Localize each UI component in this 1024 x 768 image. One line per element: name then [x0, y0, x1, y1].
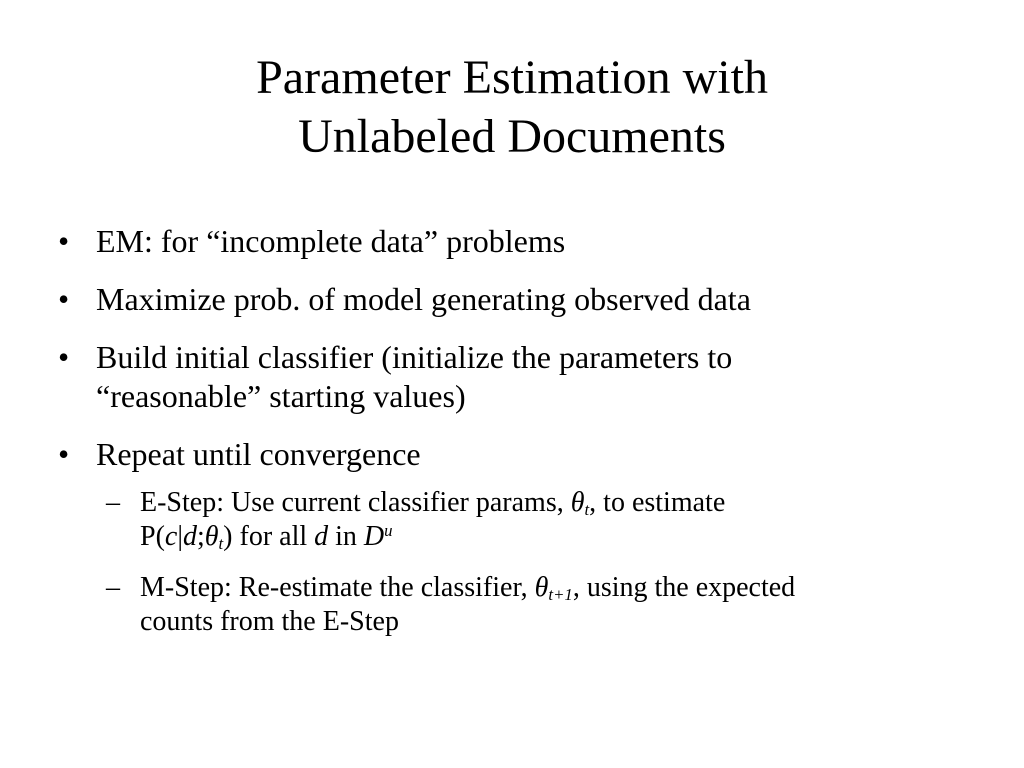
bullet-marker: •: [58, 281, 70, 317]
slide-title: [0, 48, 1024, 166]
bullet-marker: •: [58, 223, 70, 259]
var-d: d: [182, 521, 197, 552]
bullet-text: Maximize prob. of model generating observed data: [96, 281, 751, 317]
theta-symbol: θ: [204, 521, 219, 552]
estep-close: ) for all: [223, 521, 315, 552]
bullet-item-em: [58, 222, 988, 261]
theta-symbol: θ: [534, 572, 549, 603]
D-superscript: u: [384, 520, 393, 540]
theta-symbol: θ: [570, 487, 585, 518]
theta-subscript: t+1: [548, 585, 573, 605]
bullet-item-maximize: [58, 280, 988, 319]
dash-marker: –: [106, 572, 120, 603]
bullet-text-line-1: Build initial classifier (initialize the parameters to: [96, 339, 733, 375]
theta-subscript: t: [584, 500, 590, 520]
bar-symbol: |: [177, 521, 183, 552]
slide-title-line-1: Parameter Estimation with: [256, 51, 768, 104]
sub-bullet-mstep: [96, 571, 988, 639]
slide-title-line-2: Unlabeled Documents: [298, 110, 726, 163]
mstep-prefix: M-Step: Re-estimate the classifier,: [140, 572, 535, 603]
theta-subscript: t: [218, 534, 224, 554]
var-c: c: [164, 521, 178, 552]
bullet-marker: •: [58, 436, 70, 472]
bullet-text: Repeat until convergence: [96, 436, 421, 472]
in-word: in: [328, 521, 364, 552]
bullet-text: EM: for “incomplete data” problems: [96, 223, 566, 259]
bullet-marker: •: [58, 339, 70, 375]
semicolon: ;: [196, 521, 205, 552]
sub-bullet-list: [96, 486, 988, 639]
var-d: d: [314, 521, 329, 552]
bullet-text-line-2: “reasonable” starting values): [96, 378, 466, 414]
bullet-item-build: [58, 338, 988, 416]
bullet-item-repeat: [58, 435, 988, 639]
mstep-suffix: , using the expected: [572, 572, 796, 603]
estep-prefix: E-Step: Use current classifier params,: [140, 487, 571, 518]
estep-suffix: , to estimate: [589, 487, 726, 518]
bullet-list: [58, 222, 988, 658]
dash-marker: –: [106, 487, 120, 518]
estep-p-open: P(: [140, 521, 165, 552]
sub-bullet-estep: [96, 486, 988, 554]
mstep-line-2: counts from the E-Step: [140, 606, 399, 637]
var-D: D: [363, 521, 385, 552]
